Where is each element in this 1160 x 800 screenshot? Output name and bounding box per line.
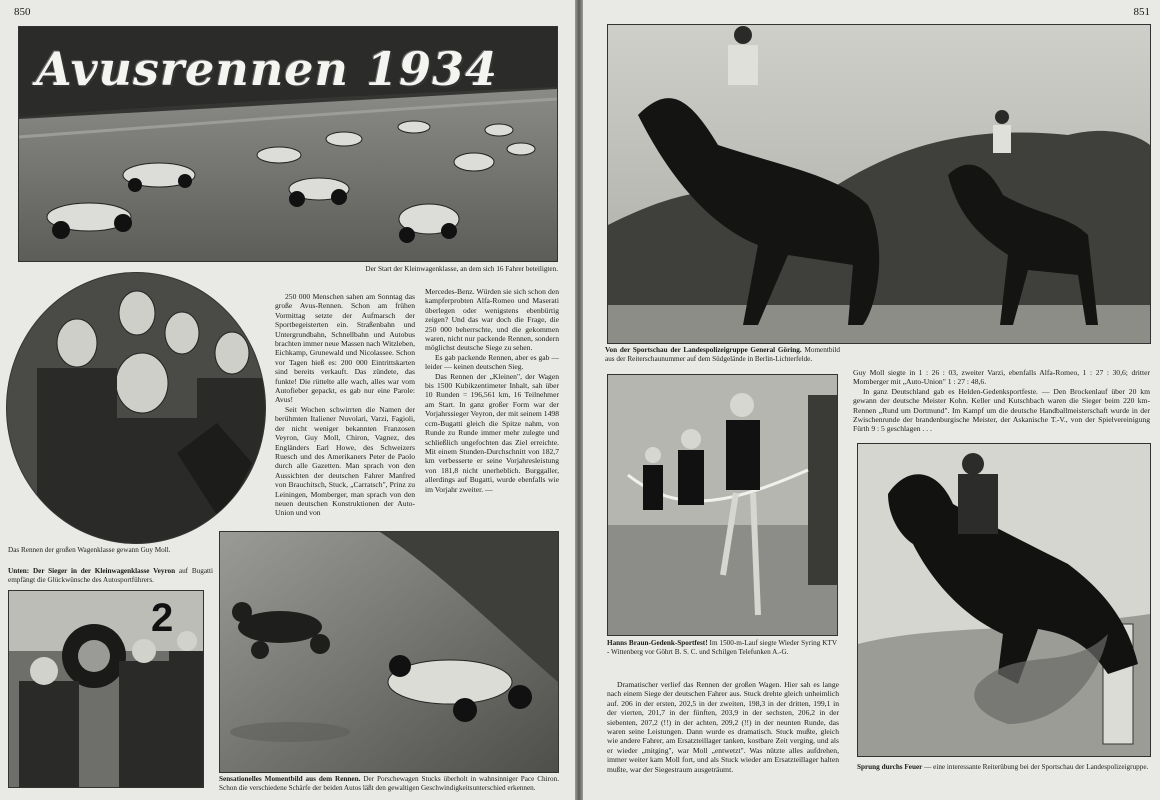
race-article	[607, 680, 839, 774]
page-number-left: 850	[14, 6, 31, 18]
veyron-photo	[8, 590, 204, 788]
article-title: Avusrennen 1934	[36, 42, 499, 96]
results-paragraph: Guy Moll siegte in 1 : 26 : 03, zweiter Varzi, ebenfalls Alfa-Romeo, 1 : 27 : 30,6; dritter Momberger mit „Auto-Union" 1 : 27 : 48,6.	[853, 368, 1150, 387]
results-text	[853, 368, 1150, 434]
sport-paragraph: In ganz Deutschland gab es Helden-Gedenksportfeste. — Den Brockenlauf über 20 km gewann der deutsche Meister Kohn. Keller und Kutschbach waren die Sieger beim 220 km-Rennen „Rund um Dortmund". Im Kampf um die deutsche Handballmeisterschaft wurde in der Zwischenrunde der brandenburgische Meister, der Askanische T.-V., von der Spielvereinigung Fürth 9 : 5 geschlagen . . .	[853, 386, 1150, 434]
winner-caption-text: auf Bugatti empfängt die Glückwünsche des Autosportführers.	[8, 567, 214, 584]
runner-finish-photo	[607, 374, 838, 636]
left-page	[0, 0, 575, 800]
spread-gutter	[575, 0, 583, 800]
portrait-caption: Das Rennen der großen Wagenklasse gewann Guy Moll.	[8, 546, 171, 554]
fire-jump-caption-text: — eine interessante Reiterübung bei der Sportschau der Landespolizeigruppe.	[924, 763, 1149, 771]
overtake-caption-bold: Sensationelles Momentbild aus dem Rennen.	[219, 775, 361, 783]
article-paragraph: Es gab packende Rennen, aber es gab — leider — keinen deutschen Sieg.	[425, 352, 559, 372]
overtake-action-photo	[219, 531, 559, 773]
article-paragraph: Mercedes-Benz. Würden sie sich schon den kampferprobten Alfa-Romeo und Maserati überlegen oder wenigstens ebenbürtig zeigen? Und das war doch die Frage, die 250 000 beherrschte, und die gekommen waren, nicht nur packende Rennen, sondern möglichst deutsche Siege zu sehen.	[425, 287, 559, 353]
article-paragraph: Das Rennen der „Kleinen", der Wagen bis 1500 Kubikzentimeter Inhalt, sah über 10 Runden = 196,561 km, 16 Teilnehmer am Start. In ganz großer Form war der Vorjahrssieger Veyron, der mit seinem 1498 ccm-Bugatti gleich die Spitze nahm, von Runde zu Runde immer mehr zulegte und schließlich ungefochten das Ziel erreichte. Mit einem Stunden-Durchschnitt von 182,7 km verbesserte er seine Vorjahresleistung von 181,8 nicht unerheblich. Burggaller, allerdings auf Bugatti, wurde ebenfalls wie im Vorjahr zweiter. —	[425, 371, 559, 494]
fire-jump-caption-bold: Sprung durchs Feuer	[857, 763, 923, 771]
page-number-right: 851	[1133, 6, 1150, 18]
horse-riders-photo	[607, 24, 1151, 344]
car-number-2: 2	[151, 596, 174, 640]
overtake-caption-text: Der Porschewagen Stucks überholt in wahnsinniger Pace Chiron. Schon die verschiedene Schärfe der beiden Autos läßt den gewaltigen Geschwindigkeitsunterschied erkennen.	[219, 775, 560, 792]
race-start-caption: Der Start der Kleinwagenklasse, an dem sich 16 Fahrer beteiligten.	[365, 265, 558, 273]
race-paragraph: Dramatischer verlief das Rennen der großen Wagen. Hier sah es lange nach einem Siege der deutschen Fahrer aus. Stuck drehte gleich unheimlich auf. 206 in der ersten, 202,5 in der zweiten, 198,3 in der dritten, 199,1 in der vierten, 201,7 in der fünften, 203,9 in der sechsten, 206,2 in der siebenten, 207,2 (!!) in der achten, 209,2 (!!) in der neunten Runde, das waren seine Leistungen. Dann wurde es dramatisch. Stuck mußte, gleich wie andere Fahrer, am Ersatzteillager tanken, kostbare Zeit verging, und als er wieder „mitging", war Moll „entwetzt". Was nützte alles aufdrehen, immer weiter kam Moll fort, und als Stuck wieder am Ersatzteillager halten mußte, war der Siegestraum ausgeträumt.	[607, 680, 839, 774]
riders-caption-text: Momentbild aus der Reiterschaunummer auf dem Südgelände in Berlin-Lichterfelde.	[605, 346, 841, 363]
runner-caption-text: Im 1500-m-Lauf siegte Wieder Syring KTV - Wittenberg vor Göhrt B. S. C. und Schilgen Telefunken A.-G.	[607, 639, 838, 656]
article-column-2	[425, 287, 559, 494]
riders-caption-bold: Von der Sportschau der Landespolizeigruppe General Göring.	[605, 346, 802, 354]
winner-portrait-photo	[6, 272, 266, 544]
fire-jump-caption	[857, 763, 1152, 772]
fire-jump-photo	[857, 443, 1151, 757]
overtake-caption	[219, 775, 559, 793]
right-page	[583, 0, 1160, 800]
runner-caption-bold: Hanns Braun-Gedenk-Sportfest!	[607, 639, 708, 647]
article-paragraph: 250 000 Menschen sahen am Sonntag das große Avus-Rennen. Schon am frühen Vormittag setzte der Aufmarsch der Sportbegeisterten ein. Straßenbahn und Untergrundbahn, Schnellbahn und Autobus brachten immer neue Massen nach Witzleben, Eichkamp, Grunewald und Nicolassee. Schon vor Tagen hieß es: 200 000 Eintrittskarten sind bereits verkauft. Das zündete, das funkte! Die rüttelte alle wach, alles war vom Autofieber gepackt, es gab nur eine Parole: Avus!	[275, 292, 415, 405]
article-column-1	[275, 292, 415, 518]
winner-caption-bold: Unten: Der Sieger in der Kleinwagenklasse Veyron	[8, 567, 176, 575]
runner-caption	[607, 639, 837, 657]
article-paragraph: Seit Wochen schwirrten die Namen der berühmten Italiener Nuvolari, Varzi, Fagioli, der nicht weniger bekannten Franzosen Veyron, Guy Moll, Chiron, Vagnez, des Engländers Earl Howe, des Schweizers Ruesch und des Amerikaners Peter de Paolo durch alle Gazetten. Man sprach von den Aussichten der deutschen Fahrer Manfred von Brauchitsch, Stuck, „Carratsch", Prinz zu Leiningen, Momberger, man sprach von den neuen deutschen Konstruktionen der Auto-Union und von	[275, 404, 415, 518]
winner-caption	[8, 567, 213, 585]
riders-caption	[605, 346, 840, 364]
